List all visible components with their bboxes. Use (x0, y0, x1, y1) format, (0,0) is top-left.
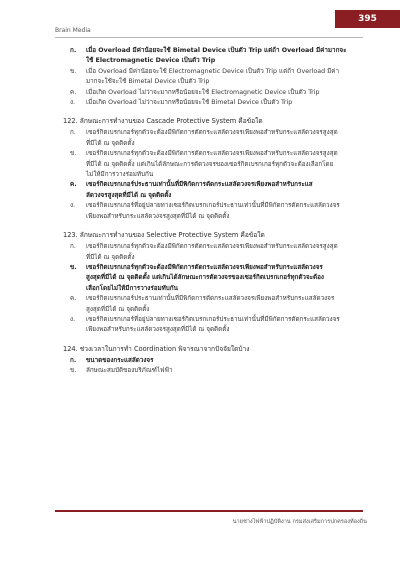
option-letter: ข. (70, 150, 77, 158)
option-text: เซอร์กิตเบรกเกอร์ที่อยู่ปลายทางเซอร์กิตเบรกเกอร์ประธานเท่านั้นที่มีพิกัดการตัดกระแสลัดวงจร เพียงพอสำหรับกระแสลัดวงจรสูงสุดที่มีได้ ณ จุดติดตั้ง (86, 202, 340, 220)
header-divider (55, 37, 363, 38)
q122-option-d (63, 201, 370, 222)
option-letter: ข. (70, 263, 77, 271)
q124-question: 124. ช่วงเวลาในการทำ Coordination พิจารณาจากปัจจัยใดบ้าง (63, 344, 250, 353)
q121-option-c (63, 88, 370, 98)
option-letter: ก. (70, 47, 77, 54)
q121-option-a (63, 46, 370, 67)
q121-options (63, 46, 370, 108)
option-text: เมื่อ Overload มีค่าน้อยจะใช้ Electromagnetic Device เป็นตัว Trip แต่ถ้า Overload มีค่า มากจะใช้จะใช้ Bimetal Device เป็นตัว Trip (86, 67, 340, 86)
option-letter: ข. (70, 67, 77, 75)
q124-options (63, 356, 370, 377)
q124-option-a (63, 356, 370, 366)
option-letter: ค. (70, 181, 77, 189)
q123-question: 123. ลักษณะการทำงานของ Selective Protective System คือข้อใด (63, 231, 265, 240)
option-text: เมื่อเกิด Overload ไม่ว่าจะมากหรือน้อยจะใช้ Bimetal Device เป็นตัว Trip (86, 99, 293, 107)
option-text: เซอร์กิตเบรกเกอร์ทุกตัวจะต้องมีพิกัดการตัดกระแสลัดวงจรเพียงพอสำหรับกระแสลัดวงจรสูงสุด ที่มีได้ ณ จุดติดตั้ง (86, 129, 338, 147)
option-text: เซอร์กิตเบรกเกอร์ที่อยู่ปลายทางเซอร์กิตเบรกเกอร์ประธานเท่านั้นที่มีพิกัดการตัดกระแสลัดวงจร เพียงพอสำหรับกระแสลัดวงจรสูงสุดที่มีได้ ณ จุดติดตั้ง (86, 315, 340, 334)
option-text: เมื่อ Overload มีค่าน้อยจะใช้ Bimetal Device เป็นตัว Trip แต่ถ้า Overload มีค่ามากจะ ใช้ Electromagnetic Device เป็นตัว Trip (86, 47, 347, 65)
option-letter: ง. (70, 99, 76, 107)
option-text: ขนาดของกระแสลัดวงจร (86, 356, 154, 364)
footer-divider (55, 510, 363, 512)
option-letter: ค. (70, 295, 77, 303)
q122-option-a (63, 128, 370, 149)
q123-option-c (63, 294, 370, 315)
option-text: ลักษณะสมบัติของบริภัณฑ์ไฟฟ้า (86, 367, 173, 375)
option-letter: ก. (70, 243, 76, 251)
option-letter: ก. (70, 129, 76, 137)
q123-options (63, 242, 370, 336)
q123-option-d (63, 315, 370, 336)
q121-option-b (63, 67, 370, 88)
option-letter: ก. (70, 356, 77, 364)
q122-option-c (63, 180, 370, 201)
option-text: เซอร์กิตเบรกเกอร์ประธานเท่านั้นที่มีพิกัดการตัดกระแสลัดวงจรเพียงพอสำหรับกระแส ลัดวงจรสูงสุดที่มีได้ ณ จุดติดตั้ง (86, 181, 313, 199)
header-brand: Brain Media (55, 27, 91, 34)
q122-options (63, 128, 370, 222)
q122-question: 122. ลักษณะการทำงานของ Cascade Protective System คือข้อใด (63, 117, 263, 126)
option-letter: ข. (70, 367, 77, 375)
option-text: เมื่อเกิด Overload ไม่ว่าจะมากหรือน้อยจะใช้ Electromagnetic Device เป็นตัว Trip (86, 88, 320, 96)
q122-option-b (63, 149, 370, 180)
option-text: เซอร์กิตเบรกเกอร์ทุกตัวจะต้องมีพิกัดการตัดกระแสลัดวงจรเพียงพอสำหรับกระแสลัดวงจรสูงสุด ที่มีได้ ณ จุดติดตั้ง แต่เกินได้ลักษณะการตัดวงจรของเซอร์กิตเบรกเกอร์ทุกตัวจะต้องเลือกโดย ไม่ให้มีการวางร่อมทับกัน (86, 150, 338, 179)
q123-option-b (63, 263, 370, 294)
option-text: เซอร์กิตเบรกเกอร์ประธานเท่านั้นที่มีพิกัดการตัดกระแสลัดวงจรเพียงพอสำหรับกระแสลัดวงจร สูงสุดที่มีได้ ณ จุดติดตั้ง (86, 295, 335, 313)
option-letter: ง. (70, 315, 76, 323)
q123-option-a (63, 242, 370, 263)
q124-option-b (63, 366, 370, 376)
option-letter: ง. (70, 202, 76, 210)
page-number-tab: 395 (335, 10, 400, 28)
q121-option-d (63, 98, 370, 108)
footer-text: นายช่างไฟฟ้าปฏิบัติงาน กรมส่งเสริมการปกครองท้องถิ่น (232, 519, 367, 525)
option-letter: ค. (70, 88, 77, 96)
option-text: เซอร์กิตเบรกเกอร์ทุกตัวจะต้องมีพิกัดการตัดกระแสลัดวงจรเพียงพอสำหรับกระแสลัดวงจรสูงสุด ที่มีได้ ณ จุดติดตั้ง (86, 243, 338, 261)
page-content (63, 46, 370, 377)
option-text: เซอร์กิตเบรกเกอร์ทุกตัวจะต้องมีพิกัดการตัดกระแสลัดวงจรเพียงพอสำหรับกระแสลัดวงจร สูงสุดที่มีได้ ณ จุดติดตั้ง แต่เกินได้ลักษณะการตัดวงจรของเซอร์กิตเบรกเกอร์ทุกตัวจะต้อง เลือกโดยไม่ให้มีการวางร่อมทับกัน (86, 263, 324, 292)
